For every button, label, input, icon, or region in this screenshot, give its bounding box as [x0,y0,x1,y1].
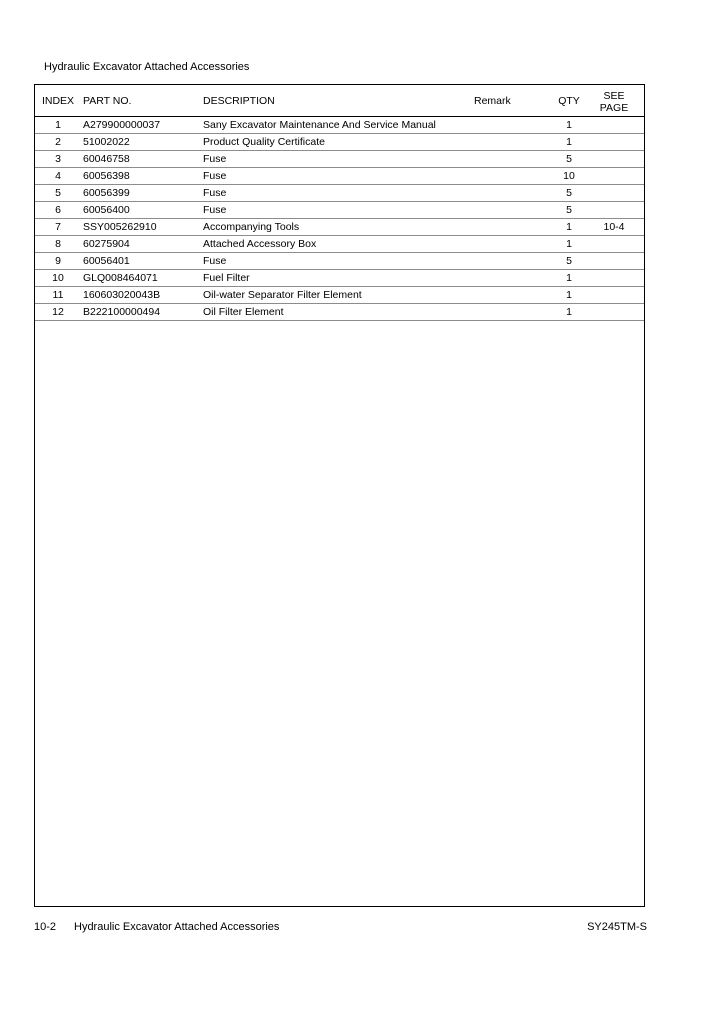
row-index: 4 [35,168,81,185]
table-row [35,287,644,304]
row-part-no: 60056399 [81,185,203,202]
row-qty: 1 [554,287,584,304]
table-row [35,185,644,202]
footer-section-title: Hydraulic Excavator Attached Accessories [74,921,280,933]
row-remark [474,253,554,270]
row-index: 7 [35,219,81,236]
table-row [35,253,644,270]
table-row [35,117,644,134]
row-remark [474,151,554,168]
header-index: INDEX [35,85,81,117]
header-see-page-line2: PAGE [599,101,629,114]
row-remark [474,117,554,134]
footer-model: SY245TM-S [587,921,647,933]
row-index: 11 [35,287,81,304]
row-qty: 1 [554,134,584,151]
page-footer-left [34,920,279,934]
row-qty: 1 [554,219,584,236]
row-part-no: 60056398 [81,168,203,185]
row-part-no: SSY005262910 [81,219,203,236]
row-index: 8 [35,236,81,253]
row-part-no: 60056400 [81,202,203,219]
row-index: 12 [35,304,81,321]
row-remark [474,185,554,202]
row-part-no: 60046758 [81,151,203,168]
row-qty: 5 [554,202,584,219]
row-qty: 1 [554,270,584,287]
row-see-page [584,236,644,253]
header-remark: Remark [474,85,554,117]
table-header-row [35,85,644,117]
row-see-page [584,202,644,219]
row-see-page [584,117,644,134]
row-remark [474,134,554,151]
table-row [35,270,644,287]
row-qty: 5 [554,253,584,270]
table-row [35,151,644,168]
table-row [35,219,644,236]
row-see-page [584,304,644,321]
row-description: Fuse [203,168,474,185]
row-remark [474,304,554,321]
row-description: Accompanying Tools [203,219,474,236]
row-index: 1 [35,117,81,134]
row-see-page [584,253,644,270]
row-see-page: 10-4 [584,219,644,236]
row-remark [474,168,554,185]
header-see-page-line1: SEE [603,89,625,102]
row-description: Fuse [203,253,474,270]
row-qty: 1 [554,304,584,321]
row-description: Sany Excavator Maintenance And Service Manual [203,117,474,134]
table-row [35,134,644,151]
row-see-page [584,185,644,202]
row-part-no: A279900000037 [81,117,203,134]
row-see-page [584,168,644,185]
row-index: 3 [35,151,81,168]
row-see-page [584,287,644,304]
row-part-no: 51002022 [81,134,203,151]
row-see-page [584,151,644,168]
table-row [35,304,644,321]
page-heading: Hydraulic Excavator Attached Accessories [44,61,250,73]
table-row [35,168,644,185]
row-part-no: B222100000494 [81,304,203,321]
header-qty: QTY [554,85,584,117]
row-index: 5 [35,185,81,202]
row-description: Fuse [203,185,474,202]
row-description: Fuel Filter [203,270,474,287]
row-description: Fuse [203,202,474,219]
row-remark [474,236,554,253]
row-part-no: 60056401 [81,253,203,270]
row-description: Product Quality Certificate [203,134,474,151]
row-qty: 5 [554,151,584,168]
header-part-no: PART NO. [81,85,203,117]
row-qty: 10 [554,168,584,185]
row-see-page [584,270,644,287]
row-index: 6 [35,202,81,219]
table-row [35,202,644,219]
row-qty: 5 [554,185,584,202]
row-part-no: 160603020043B [81,287,203,304]
row-remark [474,270,554,287]
row-remark [474,287,554,304]
footer-page-number: 10-2 [34,921,57,933]
parts-table [35,85,644,321]
row-see-page [584,134,644,151]
header-see-page [584,85,644,117]
row-part-no: GLQ008464071 [81,270,203,287]
row-remark [474,219,554,236]
row-description: Fuse [203,151,474,168]
table-row [35,236,644,253]
parts-table-frame [34,84,645,907]
row-remark [474,202,554,219]
header-description: DESCRIPTION [203,85,474,117]
row-description: Attached Accessory Box [203,236,474,253]
row-part-no: 60275904 [81,236,203,253]
row-index: 10 [35,270,81,287]
row-qty: 1 [554,236,584,253]
row-description: Oil-water Separator Filter Element [203,287,474,304]
row-index: 2 [35,134,81,151]
row-index: 9 [35,253,81,270]
row-qty: 1 [554,117,584,134]
row-description: Oil Filter Element [203,304,474,321]
